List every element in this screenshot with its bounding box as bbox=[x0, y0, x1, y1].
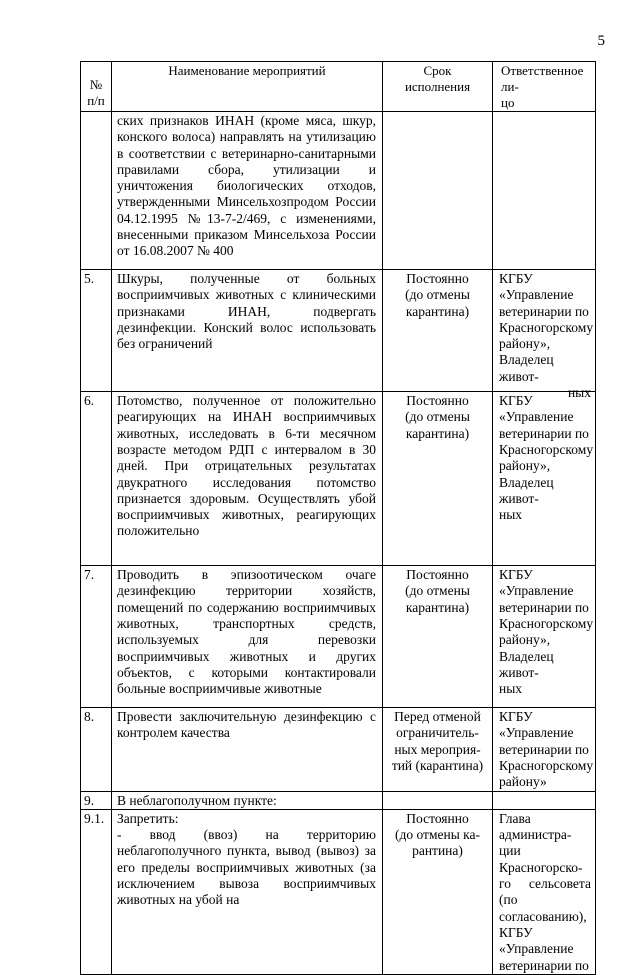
table-row bbox=[81, 791, 596, 809]
responsible-line: району», bbox=[499, 458, 551, 474]
header-term: Срок исполнения bbox=[383, 62, 493, 112]
responsible-line: КГБУ «Управление bbox=[499, 924, 574, 957]
row-number: 9. bbox=[81, 791, 112, 809]
row-term bbox=[383, 791, 493, 809]
row-responsible bbox=[493, 270, 596, 401]
responsible-line: го сельсовета (по bbox=[499, 876, 591, 908]
responsible-line: Красногорскому bbox=[499, 757, 594, 773]
responsible-line: согласованию), bbox=[499, 908, 587, 924]
header-responsible: Ответственное ли- цо bbox=[493, 62, 596, 112]
responsible-line: району» bbox=[499, 774, 547, 790]
row-text: Запретить: - ввод (ввоз) на территорию неблагополучного пункта, вывод (вывоз) за его пределы восприимчивых животных (за исключением вывоза восприимчивых животных на убой на bbox=[112, 809, 383, 974]
responsible-line: Красногорскому bbox=[499, 441, 594, 457]
row-responsible bbox=[493, 708, 596, 791]
row-text: Потомство, полученное от положительно реагирующих на ИНАН восприимчивых животных, исследовать в 6-ти месячном возрасте методом РДП с интервалом в 30 дней. При отрицательных результатах двукратного исследования потомство признается здоровым. Осуществлять убой восприимчивых животных, реагирующих положительно bbox=[112, 392, 383, 566]
responsible-line: ных bbox=[567, 385, 591, 401]
table-row bbox=[81, 708, 596, 791]
row-term: Перед отменой ограничитель- ных мероприя- тий (карантина) bbox=[383, 708, 493, 791]
row-number: 8. bbox=[81, 708, 112, 791]
row-number: 9.1. bbox=[81, 809, 112, 974]
row-responsible bbox=[493, 112, 596, 270]
row-number bbox=[81, 112, 112, 270]
row-responsible bbox=[493, 809, 596, 974]
responsible-line: Владелец живот- bbox=[499, 474, 554, 506]
responsible-line: Красногорскому bbox=[499, 319, 594, 335]
row-text: В неблагополучном пункте: bbox=[112, 791, 383, 809]
row-responsible bbox=[493, 392, 596, 566]
responsible-line: КГБУ «Управление bbox=[499, 393, 574, 425]
row-text: Шкуры, полученные от больных восприимчивых животных с клиническими признаками ИНАН, подвергать дезинфекции. Конский волос использовать без ограничений bbox=[112, 270, 383, 392]
row-term: Постоянно (до отмены карантина) bbox=[383, 392, 493, 566]
table-row bbox=[81, 270, 596, 392]
responsible-line: ветеринарии по bbox=[499, 303, 589, 319]
row-term: Постоянно (до отмены ка- рантина) bbox=[383, 809, 493, 974]
row-responsible bbox=[493, 566, 596, 708]
responsible-line: КГБУ «Управление bbox=[499, 567, 574, 599]
responsible-line: ветеринарии по bbox=[499, 599, 589, 615]
responsible-line: ции Красногорско- bbox=[499, 843, 583, 875]
responsible-line: ветеринарии по bbox=[499, 957, 589, 973]
responsible-line: Глава администра- bbox=[499, 810, 572, 843]
header-num: № п/п bbox=[81, 62, 112, 112]
row-text: Проводить в эпизоотическом очаге дезинфекцию территории хозяйств, помещений по содержанию восприимчивых животных, транспортных средств, используемых для перевозки восприимчивых животных и других объектов, с которыми контактировали больные восприимчивые животные bbox=[112, 566, 383, 708]
measures-table bbox=[80, 61, 596, 975]
responsible-line: ветеринарии по bbox=[499, 425, 589, 441]
table-row bbox=[81, 392, 596, 566]
row-term: Постоянно (до отмены карантина) bbox=[383, 566, 493, 708]
responsible-line: ных bbox=[499, 681, 523, 697]
row-term: Постоянно (до отмены карантина) bbox=[383, 270, 493, 392]
row-text: ских признаков ИНАН (кроме мяса, шкур, конского волоса) направлять на утилизацию в соответствии с ветеринарно-санитарными правилами сбора, утилизации и уничтожения биологических отходов, утвержденными Минсельхозпродом России 04.12.1995 №13-7-2/469, с изменениями, внесенными приказом Минсельхоза России от 16.08.2007 № 400 bbox=[112, 112, 383, 270]
row-number: 6. bbox=[81, 392, 112, 566]
responsible-line: Владелец живот- bbox=[499, 648, 554, 680]
row-number: 7. bbox=[81, 566, 112, 708]
row-number: 5. bbox=[81, 270, 112, 392]
responsible-line: КГБУ «Управление bbox=[499, 709, 574, 741]
table-row bbox=[81, 566, 596, 708]
page-number: 5 bbox=[597, 33, 605, 49]
responsible-line: району», bbox=[499, 632, 551, 648]
responsible-line: Владелец живот- bbox=[499, 352, 554, 384]
responsible-line: ветеринарии по bbox=[499, 741, 589, 757]
table-header-row bbox=[81, 62, 596, 112]
row-text: Провести заключительную дезинфекцию с контролем качества bbox=[112, 708, 383, 791]
header-name: Наименование мероприятий bbox=[112, 62, 383, 112]
row-responsible bbox=[493, 791, 596, 809]
table-row bbox=[81, 112, 596, 270]
responsible-line: району», bbox=[499, 336, 551, 352]
table-row bbox=[81, 809, 596, 974]
responsible-line: Красногорскому bbox=[499, 615, 594, 631]
responsible-line: ных bbox=[499, 507, 523, 523]
row-term bbox=[383, 112, 493, 270]
responsible-line: КГБУ «Управление bbox=[499, 271, 574, 303]
